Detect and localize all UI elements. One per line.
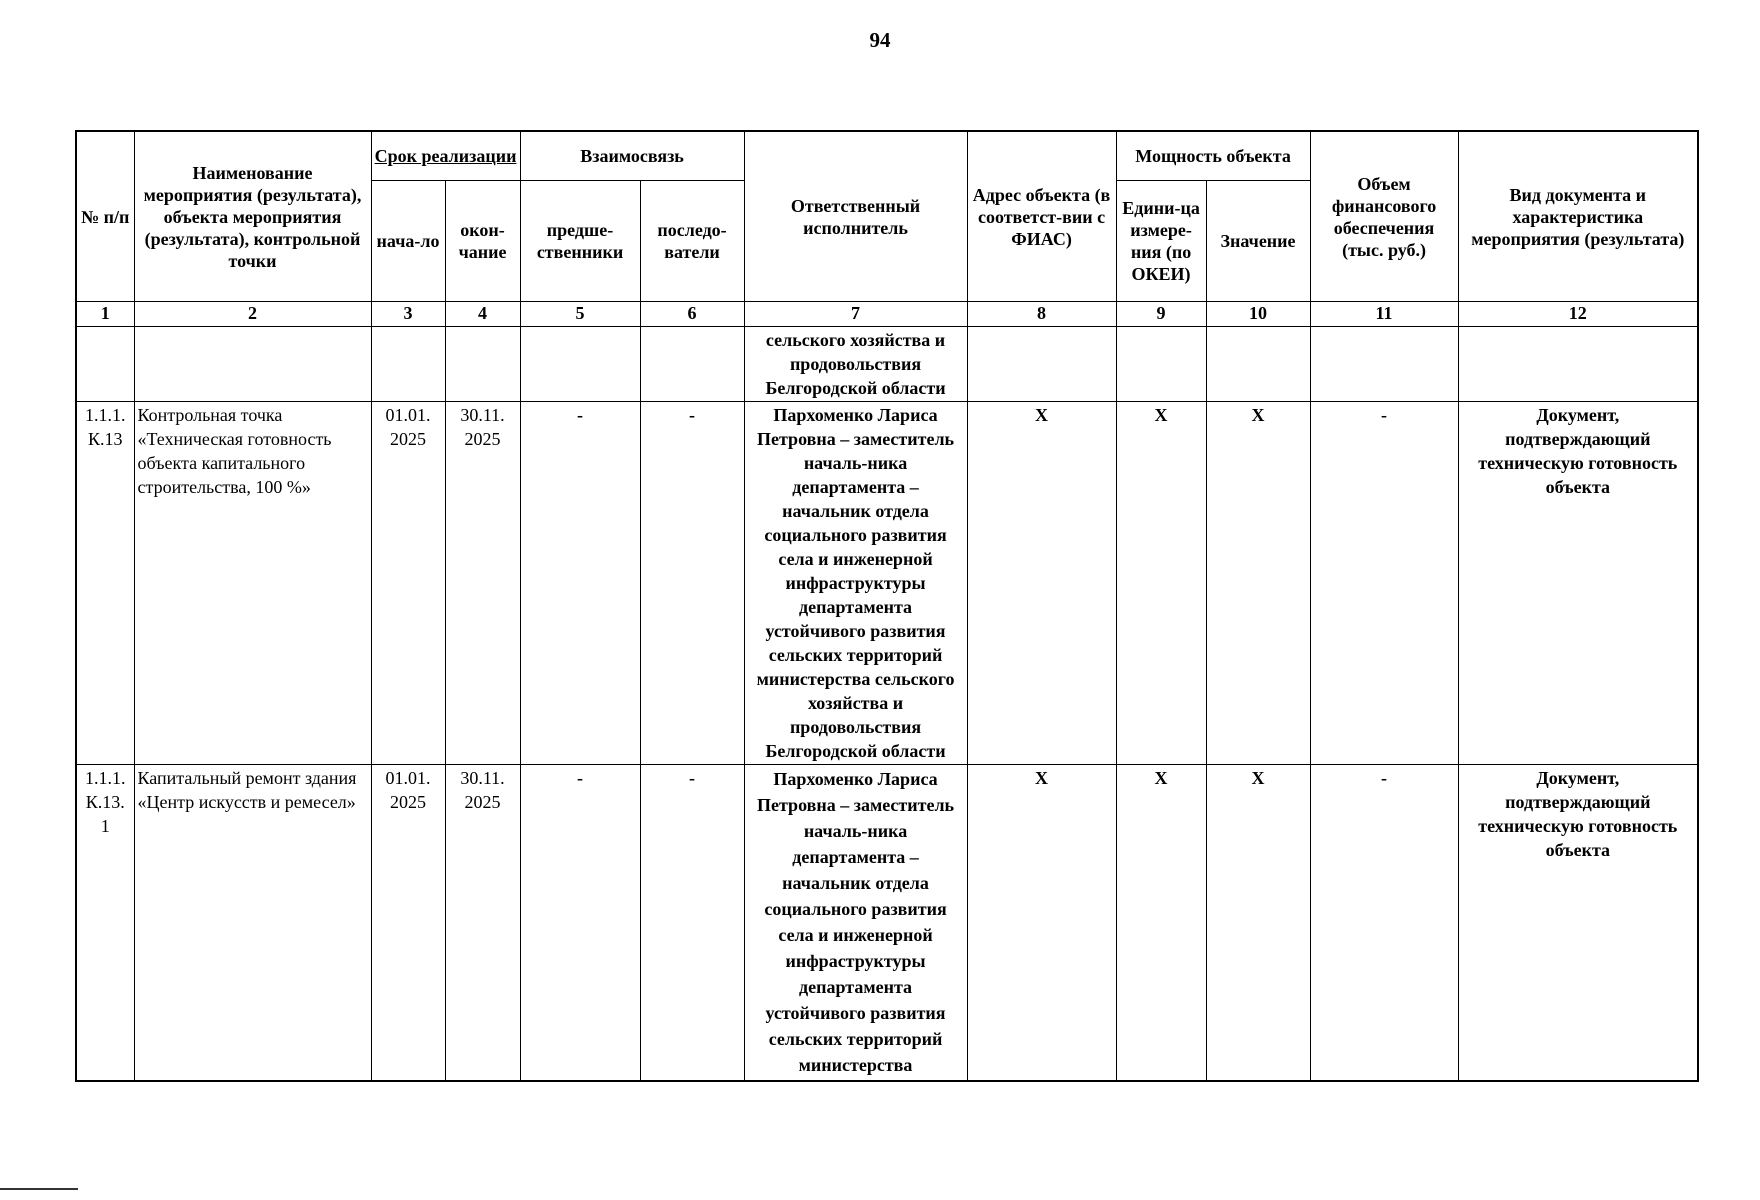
cell-num: 1.1.1. К.13 bbox=[76, 402, 134, 765]
events-table bbox=[75, 130, 1699, 1082]
column-number: 2 bbox=[134, 302, 371, 327]
table-row bbox=[76, 402, 1698, 765]
header-num: № п/п bbox=[76, 131, 134, 302]
cell-finance: - bbox=[1310, 765, 1458, 1082]
cell-succ: - bbox=[640, 402, 744, 765]
cell-pred: - bbox=[520, 765, 640, 1082]
header-term-start: нача-ло bbox=[371, 181, 445, 302]
column-number: 5 bbox=[520, 302, 640, 327]
cell-end bbox=[445, 327, 520, 402]
cell-start bbox=[371, 327, 445, 402]
cell-name: Контрольная точка «Техническая готовность объекта капитального строительства, 100 %» bbox=[134, 402, 371, 765]
cell-value bbox=[1206, 327, 1310, 402]
column-number-row bbox=[76, 302, 1698, 327]
cell-responsible: Пархоменко Лариса Петровна – заместитель началь-ника департамента – начальник отдела социального развития села и инженерной инфраструктуры департамента устойчивого развития сельских территорий министерства bbox=[744, 765, 967, 1082]
cell-succ: - bbox=[640, 765, 744, 1082]
cell-num bbox=[76, 327, 134, 402]
cell-address: X bbox=[967, 402, 1116, 765]
cell-pred: - bbox=[520, 402, 640, 765]
column-number: 9 bbox=[1116, 302, 1206, 327]
cell-responsible: сельского хозяйства и продовольствия Белгородской области bbox=[744, 327, 967, 402]
header-address: Адрес объекта (в соответст-вии с ФИАС) bbox=[967, 131, 1116, 302]
column-number: 12 bbox=[1458, 302, 1698, 327]
cell-name bbox=[134, 327, 371, 402]
table-row bbox=[76, 327, 1698, 402]
cell-start: 01.01. 2025 bbox=[371, 402, 445, 765]
cell-name: Капитальный ремонт здания «Центр искусств и ремесел» bbox=[134, 765, 371, 1082]
header-capacity: Мощность объекта bbox=[1116, 131, 1310, 181]
cell-finance bbox=[1310, 327, 1458, 402]
cell-succ bbox=[640, 327, 744, 402]
header-relation-pred: предше-ственники bbox=[520, 181, 640, 302]
cell-value: X bbox=[1206, 402, 1310, 765]
header-term-end: окон-чание bbox=[445, 181, 520, 302]
cell-doc: Документ, подтверждающий техническую готовность объекта bbox=[1458, 765, 1698, 1082]
column-number: 10 bbox=[1206, 302, 1310, 327]
header-row-1 bbox=[76, 131, 1698, 181]
cell-end: 30.11. 2025 bbox=[445, 402, 520, 765]
column-number: 8 bbox=[967, 302, 1116, 327]
cell-pred bbox=[520, 327, 640, 402]
cell-value: X bbox=[1206, 765, 1310, 1082]
cell-doc: Документ, подтверждающий техническую готовность объекта bbox=[1458, 402, 1698, 765]
cell-num: 1.1.1. К.13. 1 bbox=[76, 765, 134, 1082]
cell-finance: - bbox=[1310, 402, 1458, 765]
column-number: 7 bbox=[744, 302, 967, 327]
column-number: 3 bbox=[371, 302, 445, 327]
cell-unit: X bbox=[1116, 402, 1206, 765]
cell-unit: X bbox=[1116, 765, 1206, 1082]
page-number: 94 bbox=[869, 28, 891, 52]
header-relation: Взаимосвязь bbox=[520, 131, 744, 181]
column-number: 6 bbox=[640, 302, 744, 327]
cell-doc bbox=[1458, 327, 1698, 402]
header-capacity-unit: Едини-ца измере-ния (по ОКЕИ) bbox=[1116, 181, 1206, 302]
cell-responsible: Пархоменко Лариса Петровна – заместитель началь-ника департамента – начальник отдела социального развития села и инженерной инфраструктуры департамента устойчивого развития сельских территорий министерства сельского хозяйства и продовольствия Белгородской области bbox=[744, 402, 967, 765]
header-term: Срок реализации bbox=[371, 131, 520, 181]
cell-start: 01.01. 2025 bbox=[371, 765, 445, 1082]
header-relation-succ: последо-ватели bbox=[640, 181, 744, 302]
table-row bbox=[76, 765, 1698, 1082]
header-doc: Вид документа и характеристика мероприятия (результата) bbox=[1458, 131, 1698, 302]
cell-address: X bbox=[967, 765, 1116, 1082]
header-name: Наименование мероприятия (результата), объекта мероприятия (результата), контрольной точки bbox=[134, 131, 371, 302]
cell-address bbox=[967, 327, 1116, 402]
header-responsible: Ответственный исполнитель bbox=[744, 131, 967, 302]
cell-unit bbox=[1116, 327, 1206, 402]
header-capacity-value: Значение bbox=[1206, 181, 1310, 302]
column-number: 1 bbox=[76, 302, 134, 327]
header-finance: Объем финансового обеспечения (тыс. руб.) bbox=[1310, 131, 1458, 302]
cell-end: 30.11. 2025 bbox=[445, 765, 520, 1082]
column-number: 4 bbox=[445, 302, 520, 327]
column-number: 11 bbox=[1310, 302, 1458, 327]
scan-edge-line bbox=[0, 1188, 78, 1190]
